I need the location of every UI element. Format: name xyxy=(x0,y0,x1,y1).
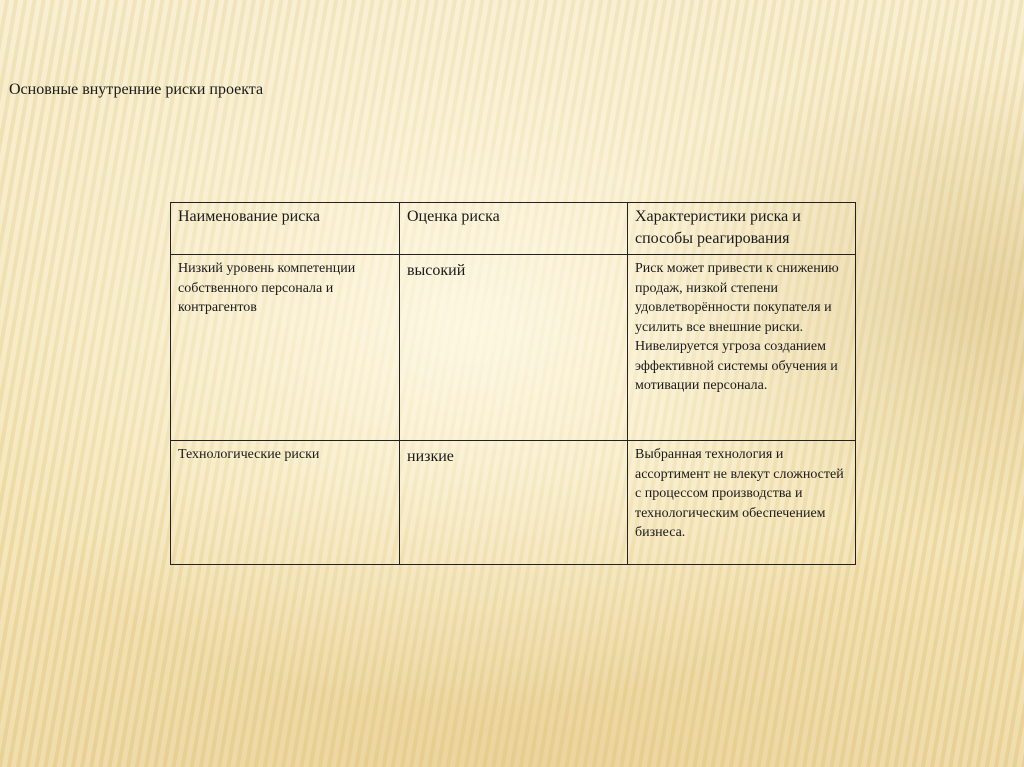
risk-name-cell: Низкий уровень компетенции собственного персонала и контрагентов xyxy=(171,255,400,441)
risk-grade-cell: низкие xyxy=(400,441,628,565)
table-header-row xyxy=(171,203,856,255)
header-risk-description: Характеристики риска и способы реагирования xyxy=(628,203,856,255)
risk-name-cell: Технологические риски xyxy=(171,441,400,565)
risk-description-cell: Выбранная технология и ассортимент не влекут сложностей с процессом производства и технологическим обеспечением бизнеса. xyxy=(628,441,856,565)
header-risk-name: Наименование риска xyxy=(171,203,400,255)
slide-title: Основные внутренние риски проекта xyxy=(9,81,264,98)
risk-grade-cell: высокий xyxy=(400,255,628,441)
risk-table xyxy=(170,202,856,565)
header-risk-grade: Оценка риска xyxy=(400,203,628,255)
risk-description-cell: Риск может привести к снижению продаж, низкой степени удовлетворённости покупателя и усилить все внешние риски. Нивелируется угроза созданием эффективной системы обучения и мотивации персонала. xyxy=(628,255,856,441)
table-row xyxy=(171,441,856,565)
table-row xyxy=(171,255,856,441)
